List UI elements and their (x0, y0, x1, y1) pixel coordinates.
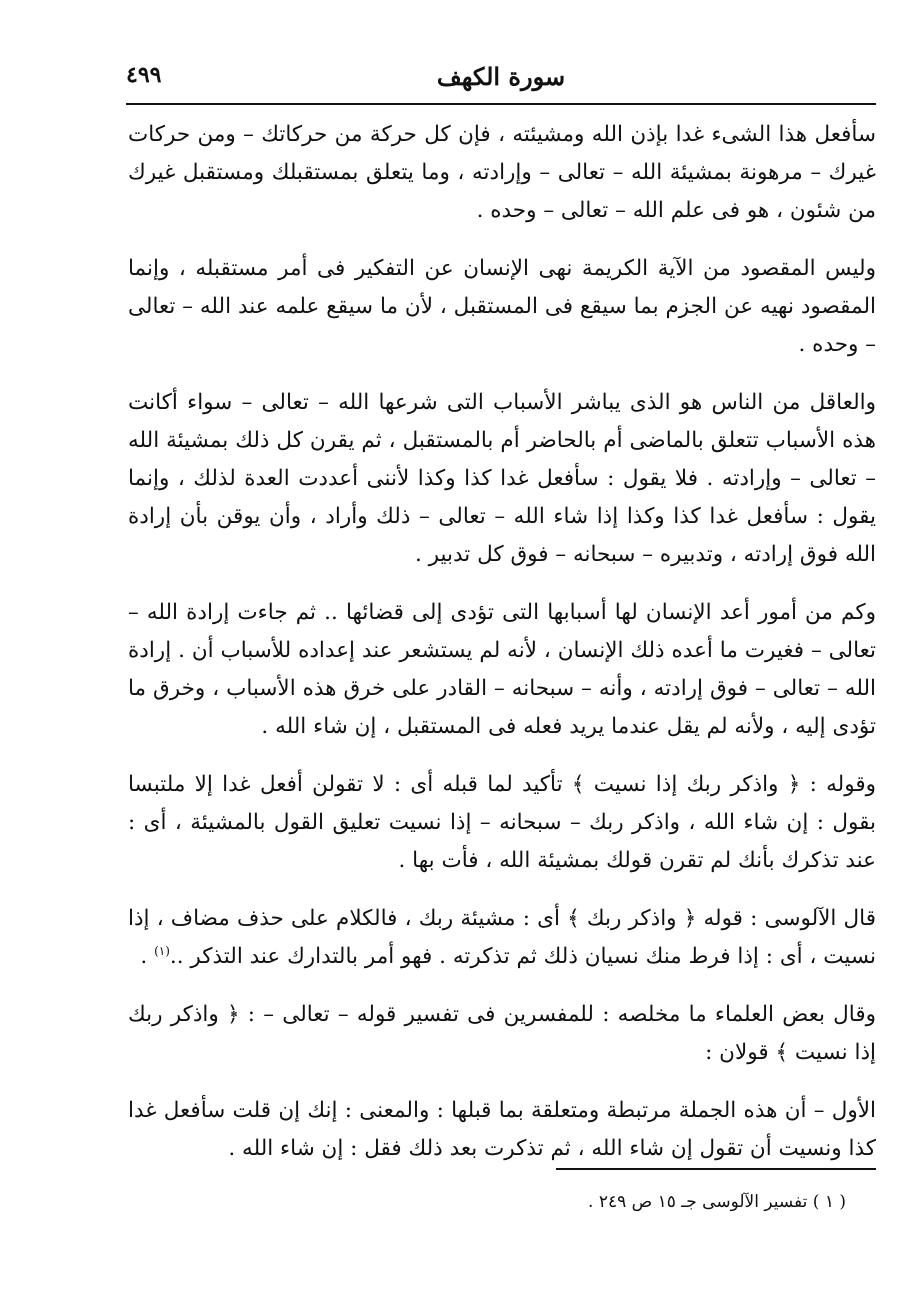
paragraph-4: وكم من أمور أعد الإنسان لها أسبابها التى تؤدى إلى قضائها .. ثم جاءت إرادة الله – تعالى – فغيرت ما أعده ذلك الإنسان ، لأنه لم يستشعر عند إعداده للأسباب أن . إرادة الله – تعالى – فوق إرادته ، وأنه – سبحانه – القادر على خرق هذه الأسباب ، وخرق ما تؤدى إليه ، ولأنه لم يقل عندما يريد فعله فى المستقبل ، إن شاء الله . (128, 600, 876, 739)
paragraph-5: وقوله : ﴿ واذكر ربك إذا نسيت ﴾ تأكيد لما قبله أى : لا تقولن أفعل غدا إلا ملتبسا بقول : إن شاء الله ، واذكر ربك – سبحانه – إذا نسيت تعليق القول بالمشيئة ، أى : عند تذكرك بأنك لم تقرن قولك بمشيئة الله ، فأت بها . (128, 772, 876, 873)
footnote-reference: (١) (154, 943, 170, 958)
paragraph-8: الأول – أن هذه الجملة مرتبطة ومتعلقة بما قبلها : والمعنى : إنك إن قلت سأفعل غدا كذا ونسيت أن تقول إن شاء الله ، ثم تذكرت بعد ذلك فقل : إن شاء الله . (128, 1098, 876, 1161)
paragraph-3: والعاقل من الناس هو الذى يباشر الأسباب التى شرعها الله – تعالى – سواء أكانت هذه الأسباب تتعلق بالماضى أم بالحاضر أم بالمستقبل ، ثم يقرن كل ذلك بمشيئة الله – تعالى – وإرادته . فلا يقول : سأفعل غدا كذا وكذا لأننى أعددت العدة لذلك ، وإنما يقول : سأفعل غدا كذا وكذا إذا شاء الله – تعالى – ذلك وأراد ، وأن يوقن بأن إرادة الله فوق إرادته ، وتدبيره – سبحانه – فوق كل تدبير . (128, 390, 876, 567)
paragraph-2: وليس المقصود من الآية الكريمة نهى الإنسان عن التفكير فى أمر مستقبله ، وإنما المقصود نهيه عن الجزم بما سيقع فى المستقبل ، لأن ما سيقع علمه عند الله – تعالى – وحده . (128, 256, 876, 357)
main-text (128, 116, 876, 1184)
paragraph-7: وقال بعض العلماء ما مخلصه : للمفسرين فى تفسير قوله – تعالى – : ﴿ واذكر ربك إذا نسيت ﴾ قولان : (128, 1002, 876, 1065)
paragraph-6-tail: . (140, 944, 155, 969)
paragraph-6 (128, 900, 876, 976)
footnote-divider (556, 1168, 876, 1170)
paragraph-6-text: قال الآلوسى : قوله ﴿ واذكر ربك ﴾ أى : مشيئة ربك ، فالكلام على حذف مضاف ، إذا نسيت ، أى : إذا فرط منك نسيان ذلك ثم تذكرته . فهو أمر بالتدارك عند التذكر .. (128, 906, 876, 969)
page-header (126, 58, 876, 102)
paragraph-1: سأفعل هذا الشىء غدا بإذن الله ومشيئته ، فإن كل حركة من حركاتك – ومن حركات غيرك – مرهونة بمشيئة الله – تعالى – وإرادته ، وما يتعلق بمستقبلك ومستقبل غيرك من شئون ، هو فى علم الله – تعالى – وحده . (128, 122, 876, 223)
surah-title: سورة الكهف (436, 62, 566, 91)
footnote: ( ١ ) تفسير الآلوسى جـ ١٥ ص ٢٤٩ . (588, 1192, 846, 1212)
header-divider (126, 103, 876, 105)
page-number: ٤٩٩ (126, 62, 162, 88)
